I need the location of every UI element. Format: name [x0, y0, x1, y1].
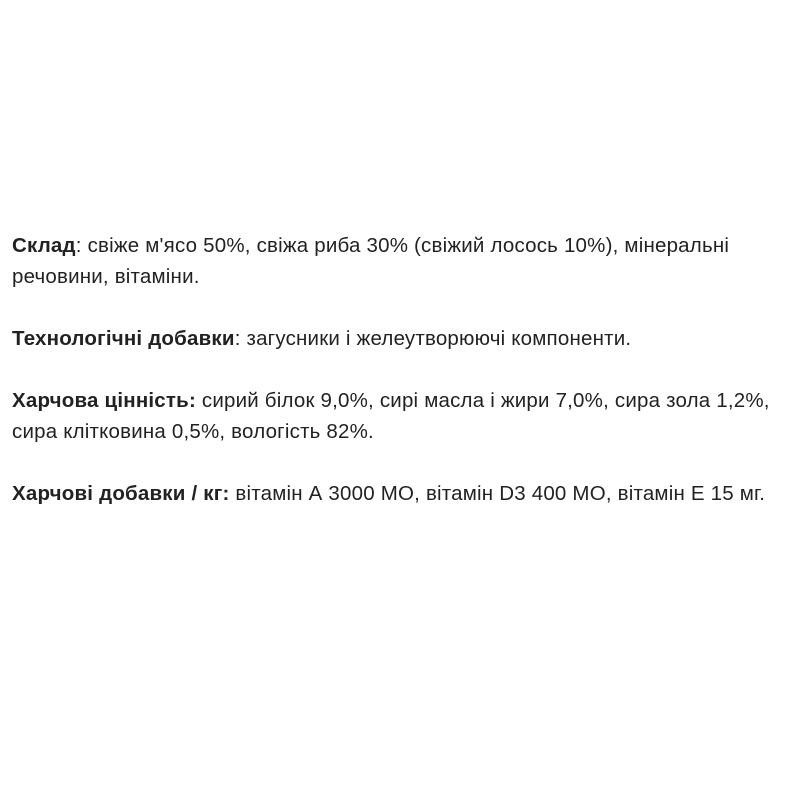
additives-label: Технологічні добавки: [12, 327, 235, 350]
supplements-text: вітамін А 3000 МО, вітамін D3 400 МО, вітамін Е 15 мг.: [235, 482, 766, 505]
supplements-label: Харчові добавки / кг:: [12, 482, 230, 505]
composition-text-block: [12, 230, 792, 509]
supplements-paragraph: [12, 478, 792, 509]
composition-paragraph: [12, 230, 792, 292]
composition-text: свіже м'ясо 50%, свіжа риба 30% (свіжий лосось 10%), мінеральні речовини, вітаміни.: [12, 234, 730, 288]
additives-text: загусники і желеутворюючі компоненти.: [246, 327, 632, 350]
additives-separator: :: [234, 327, 247, 350]
nutrition-text: сирий білок 9,0%, сирі масла і жири 7,0%, сира зола 1,2%, сира клітковина 0,5%, вологість 82%.: [12, 389, 770, 443]
nutrition-paragraph: [12, 385, 792, 447]
composition-label: Склад: [12, 234, 76, 257]
additives-paragraph: [12, 323, 792, 354]
nutrition-label: Харчова цінність:: [12, 389, 196, 412]
composition-separator: :: [75, 234, 88, 257]
